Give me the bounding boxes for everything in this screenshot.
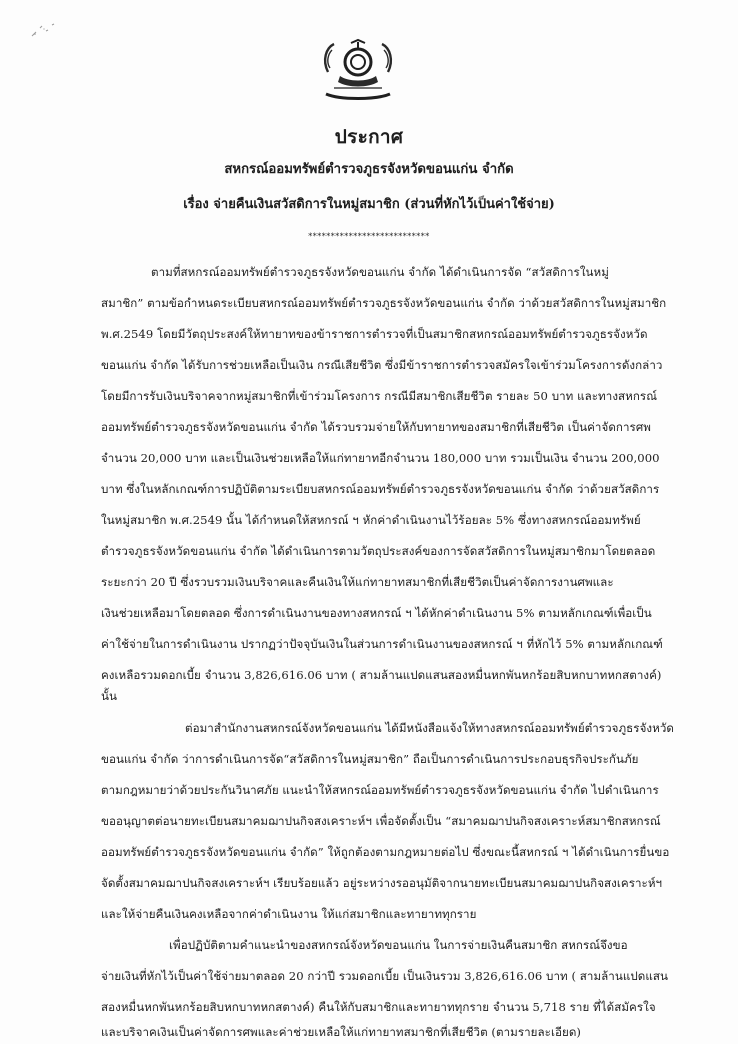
body-line: เงินช่วยเหลือมาโดยตลอด ซึ่งการดำเนินงานของทางสหกรณ์ ฯ ได้หักค่าดำเนินงาน 5% ตามหลักเกณฑ์เพื่อเป็น [101, 606, 652, 620]
body-line: คงเหลือรวมดอกเบี้ย จำนวน 3,826,616.06 บาท ( สามล้านแปดแสนสองหมื่นหกพันหกร้อยสิบหกบาทหกสตางค์) [101, 668, 662, 682]
body-line: จัดตั้งสมาคมฌาปนกิจสงเคราะห์ฯ เรียบร้อยแล้ว อยู่ระหว่างรออนุมัติจากนายทะเบียนสมาคมฌาปนกิจสงเคราะห์ฯ [101, 876, 663, 890]
body-line: โดยมีการรับเงินบริจาคจากหมู่สมาชิกที่เข้าร่วมโครงการ กรณีมีสมาชิกเสียชีวิต รายละ 50 บาท และทางสหกรณ์ [101, 389, 657, 403]
scan-artifact-mark [28, 22, 58, 42]
body-line: ในหมู่สมาชิก พ.ศ.2549 นั้น ได้กำหนดให้สหกรณ์ ฯ หักค่าดำเนินงานไว้ร้อยละ 5% ซึ่งทางสหกรณ์ออมทรัพย์ [101, 513, 641, 527]
body-line: พ.ศ.2549 โดยมีวัตถุประสงค์ให้ทายาทของข้าราชการตำรวจที่เป็นสมาชิกสหกรณ์ออมทรัพย์ตำรวจภูธรจังหวัด [101, 327, 648, 341]
body-line: ขอนแก่น จำกัด ได้รับการช่วยเหลือเป็นเงิน กรณีเสียชีวิต ซึ่งมีข้าราชการตำรวจสมัครใจเข้าร่วมโครงการดังกล่าว [101, 358, 663, 372]
announcement-subject: เรื่อง จ่ายคืนเงินสวัสดิการในหมู่สมาชิก (ส่วนที่หักไว้เป็นค่าใช้จ่าย) [183, 197, 555, 212]
body-line: นั้น [101, 689, 117, 703]
body-line: จำนวน 20,000 บาท และเป็นเงินช่วยเหลือให้แก่ทายาทอีกจำนวน 180,000 บาท รวมเป็นเงิน จำนวน 200,000 [101, 451, 660, 465]
body-line: ตามกฎหมายว่าด้วยประกันวินาศภัย แนะนำให้สหกรณ์ออมทรัพย์ตำรวจภูธรจังหวัดขอนแก่น จำกัด ไปดำเนินการ [101, 783, 659, 797]
body-line: ตามที่สหกรณ์ออมทรัพย์ตำรวจภูธรจังหวัดขอนแก่น จำกัด ได้ดำเนินการจัด “สวัสดิการในหมู่ [151, 265, 609, 279]
body-line: ออมทรัพย์ตำรวจภูธรจังหวัดขอนแก่น จำกัด” ให้ถูกต้องตามกฎหมายต่อไป ซึ่งขณะนี้สหกรณ์ ฯ ได้ดำเนินการยื่นขอ [101, 845, 670, 859]
body-line: สองหมื่นหกพันหกร้อยสิบหกบาทหกสตางค์) คืนให้กับสมาชิกและทายาททุกราย จำนวน 5,718 ราย ที่ได้สมัครใจ [101, 1000, 656, 1014]
body-line: บาท ซึ่งในหลักเกณฑ์การปฏิบัติตามระเบียบสหกรณ์ออมทรัพย์ตำรวจภูธรจังหวัดขอนแก่น จำกัด ว่าด้วยสวัสดิการ [101, 482, 660, 496]
body-line: สมาชิก” ตามข้อกำหนดระเบียบสหกรณ์ออมทรัพย์ตำรวจภูธรจังหวัดขอนแก่น จำกัด ว่าด้วยสวัสดิการในหมู่สมาชิก [101, 296, 667, 310]
announcement-title: ประกาศ [334, 126, 404, 148]
body-line: ตำรวจภูธรจังหวัดขอนแก่น จำกัด ได้ดำเนินการตามวัตถุประสงค์ของการจัดสวัสดิการในหมู่สมาชิกมาโดยตลอด [101, 544, 656, 558]
body-line: เพื่อปฏิบัติตามคำแนะนำของสหกรณ์จังหวัดขอนแก่น ในการจ่ายเงินคืนสมาชิก สหกรณ์จึงขอ [169, 938, 628, 952]
body-line: ออมทรัพย์ตำรวจภูธรจังหวัดขอนแก่น จำกัด ได้รวบรวมจ่ายให้กับทายาทของสมาชิกที่เสียชีวิต เป็นค่าจัดการศพ [101, 420, 651, 434]
body-line: และให้จ่ายคืนเงินคงเหลือจากค่าดำเนินงาน ให้แก่สมาชิกและทายาททุกราย [101, 907, 477, 921]
body-line: ระยะกว่า 20 ปี ซึ่งรวบรวมเงินบริจาคและคืนเงินให้แก่ทายาทสมาชิกที่เสียชีวิตเป็นค่าจัดการงานศพและ [101, 575, 614, 589]
body-line: และบริจาคเงินเป็นค่าจัดการศพและค่าช่วยเหลือให้แก่ทายาทสมาชิกที่เสียชีวิต (ตามรายละเอียด) [101, 1025, 581, 1039]
body-line: ขออนุญาตต่อนายทะเบียนสมาคมฌาปนกิจสงเคราะห์ฯ เพื่อจัดตั้งเป็น “สมาคมฌาปนกิจสงเคราะห์สมาชิกสหกรณ์ [101, 814, 661, 828]
body-line: ขอนแก่น จำกัด ว่าการดำเนินการจัด“สวัสดิการในหมู่สมาชิก” ถือเป็นการดำเนินการประกอบธุรกิจประกันภัย [101, 752, 639, 766]
body-line: จ่ายเงินที่หักไว้เป็นค่าใช้จ่ายมาตลอด 20 กว่าปี รวมดอกเบี้ย เป็นเงินรวม 3,826,616.06 บาท ( สามล้านแปดแสน [101, 969, 668, 983]
organization-name: สหกรณ์ออมทรัพย์ตำรวจภูธรจังหวัดขอนแก่น จำกัด [224, 162, 514, 177]
body-line: ค่าใช้จ่ายในการดำเนินงาน ปรากฏว่าปัจจุบันเงินในส่วนการดำเนินงานของสหกรณ์ ฯ ที่หักไว้ 5% ตามหลักเกณฑ์ [101, 637, 663, 651]
cooperative-emblem-logo [320, 38, 396, 104]
body-line: ต่อมาสำนักงานสหกรณ์จังหวัดขอนแก่น ได้มีหนังสือแจ้งให้ทางสหกรณ์ออมทรัพย์ตำรวจภูธรจังหวัด [185, 721, 674, 735]
separator-line: *************************** [308, 232, 430, 241]
